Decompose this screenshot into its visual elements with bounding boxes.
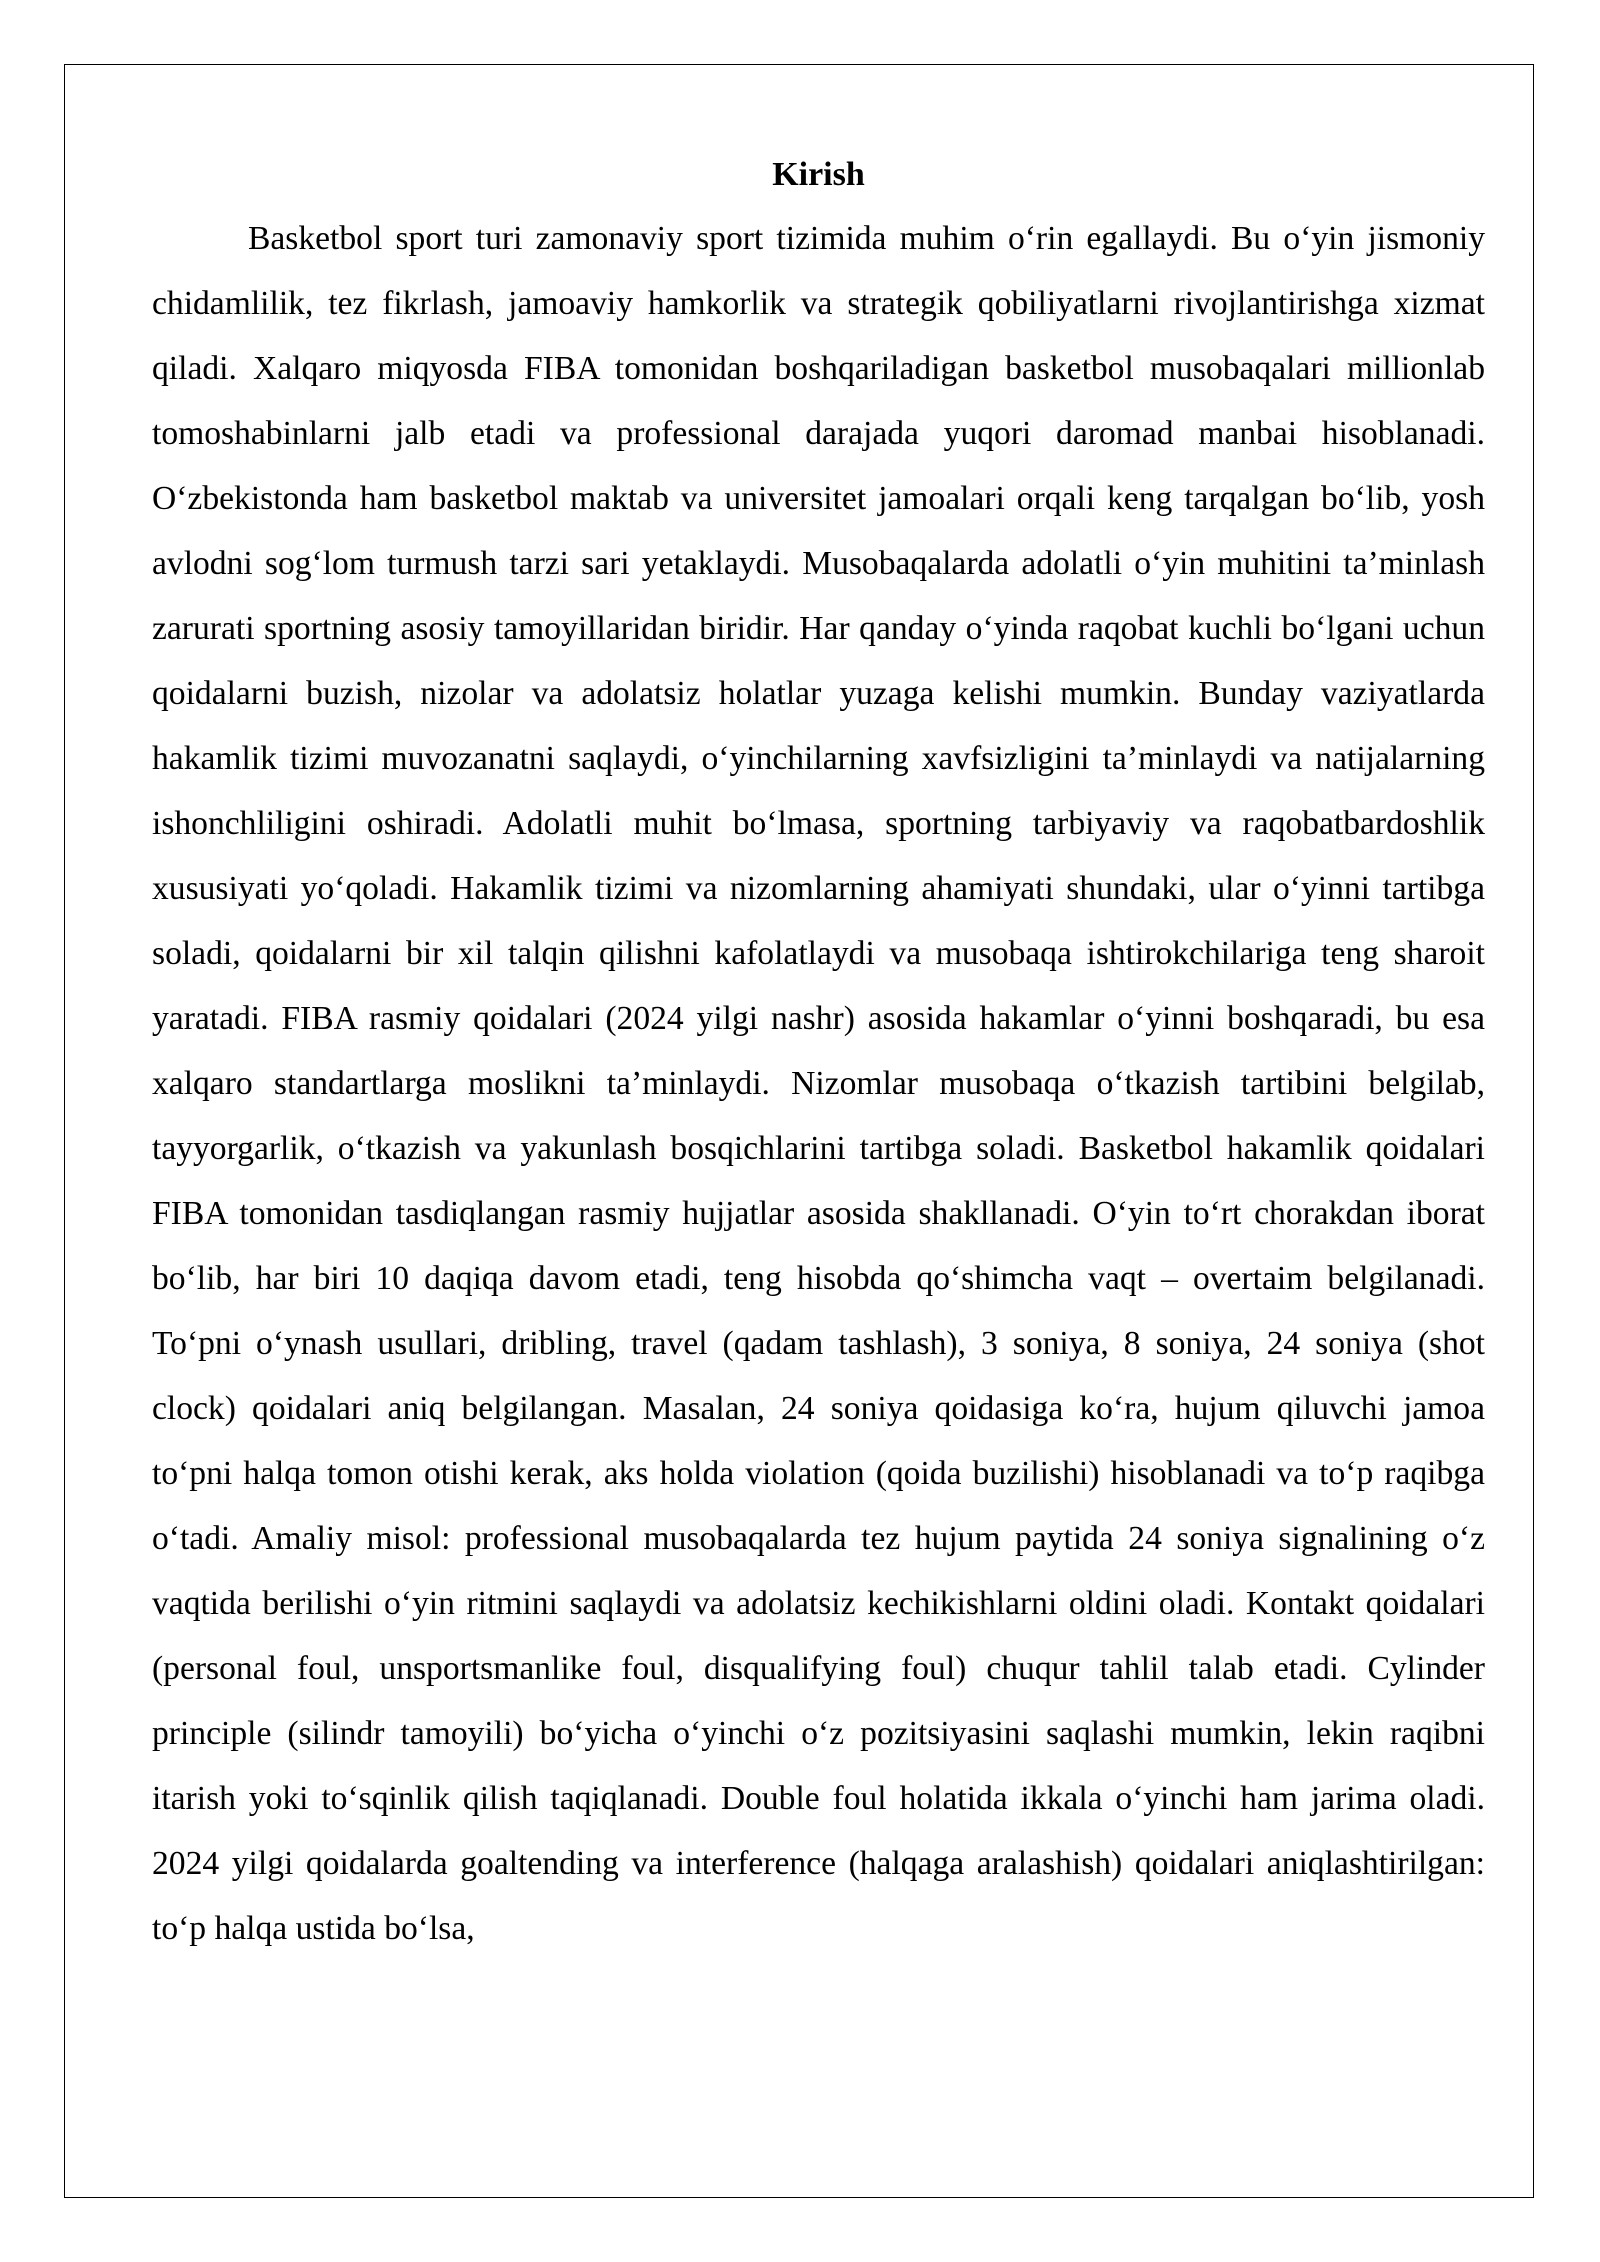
document-content [152, 148, 1485, 1961]
document-title: Kirish [772, 156, 865, 193]
body-paragraph: Basketbol sport turi zamonaviy sport tizimida muhim o‘rin egallaydi. Bu o‘yin jismoniy chidamlilik, tez fikrlash, jamoaviy hamkorlik va strategik qobiliyatlarni rivojlantirishga xizmat qiladi. Xalqaro miqyosda FIBA tomonidan boshqariladigan basketbol musobaqalari millionlab tomoshabinlarni jalb etadi va professional darajada yuqori daromad manbai hisoblanadi. O‘zbekistonda ham basketbol maktab va universitet jamoalari orqali keng tarqalgan bo‘lib, yosh avlodni sog‘lom turmush tarzi sari yetaklaydi. Musobaqalarda adolatli o‘yin muhitini ta’minlash zarurati sportning asosiy tamoyillaridan biridir. Har qanday o‘yinda raqobat kuchli bo‘lgani uchun qoidalarni buzish, nizolar va adolatsiz holatlar yuzaga kelishi mumkin. Bunday vaziyatlarda hakamlik tizimi muvozanatni saqlaydi, o‘yinchilarning xavfsizligini ta’minlaydi va natijalarning ishonchliligini oshiradi. Adolatli muhit bo‘lmasa, sportning tarbiyaviy va raqobatbardoshlik xususiyati yo‘qoladi. Hakamlik tizimi va nizomlarning ahamiyati shundaki, ular o‘yinni tartibga soladi, qoidalarni bir xil talqin qilishni kafolatlaydi va musobaqa ishtirokchilariga teng sharoit yaratadi. FIBA rasmiy qoidalari (2024 yilgi nashr) asosida hakamlar o‘yinni boshqaradi, bu esa xalqaro standartlarga moslikni ta’minlaydi. Nizomlar musobaqa o‘tkazish tartibini belgilab, tayyorgarlik, o‘tkazish va yakunlash bosqichlarini tartibga soladi. Basketbol hakamlik qoidalari FIBA tomonidan tasdiqlangan rasmiy hujjatlar asosida shakllanadi. O‘yin to‘rt chorakdan iborat bo‘lib, har biri 10 daqiqa davom etadi, teng hisobda qo‘shimcha vaqt – overtaim belgilanadi. To‘pni o‘ynash usullari, dribling, travel (qadam tashlash), 3 soniya, 8 soniya, 24 soniya (shot clock) qoidalari aniq belgilangan. Masalan, 24 soniya qoidasiga ko‘ra, hujum qiluvchi jamoa to‘pni halqa tomon otishi kerak, aks holda violation (qoida buzilishi) hisoblanadi va to‘p raqibga o‘tadi. Amaliy misol: professional musobaqalarda tez hujum paytida 24 soniya signalining o‘z vaqtida berilishi o‘yin ritmini saqlaydi va adolatsiz kechikishlarni oldini oladi. Kontakt qoidalari (personal foul, unsportsmanlike foul, disqualifying foul) chuqur tahlil talab etadi. Cylinder principle (silindr tamoyili) bo‘yicha o‘yinchi o‘z pozitsiyasini saqlashi mumkin, lekin raqibni itarish yoki to‘sqinlik qilish taqiqlanadi. Double foul holatida ikkala o‘yinchi ham jarima oladi. 2024 yilgi qoidalarda goaltending va interference (halqaga aralashish) qoidalari aniqlashtirilgan: to‘p halqa ustida bo‘lsa, [152, 220, 1485, 1947]
